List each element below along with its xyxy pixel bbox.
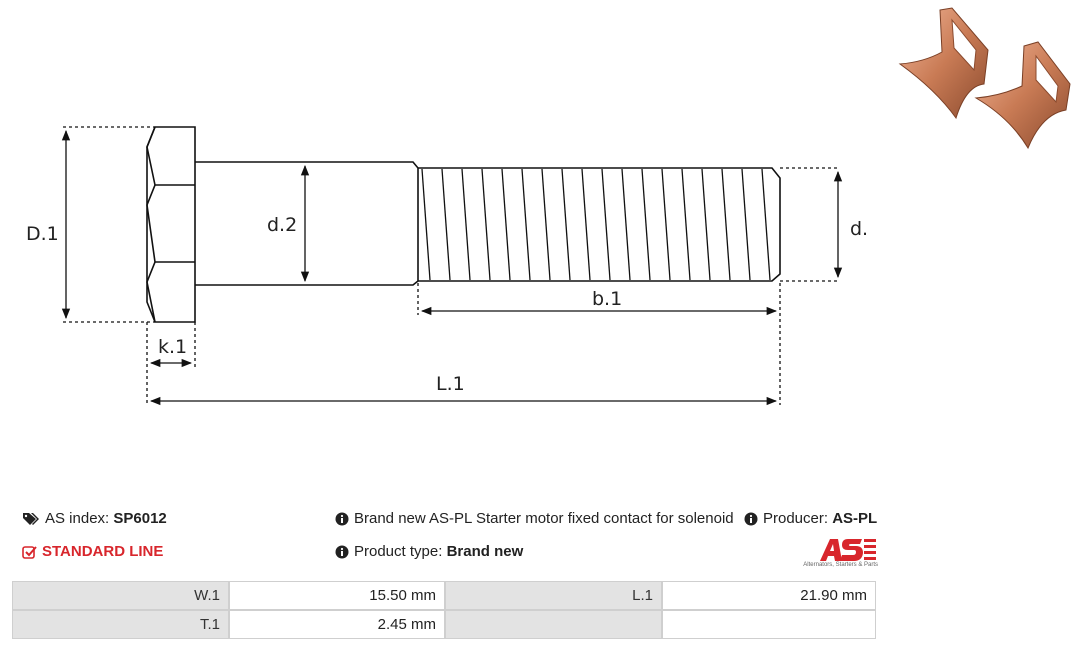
thread-line [762,169,770,280]
thread-line [542,169,550,280]
spec-label [445,610,662,639]
thread-line [742,169,750,280]
product-type [335,542,523,562]
producer-label: Producer: [763,510,829,527]
thread-line [442,169,450,280]
spec-value [662,610,876,639]
spec-label: W.1 [12,581,229,610]
product-type-label: Product type: [354,543,443,560]
product-type-value: Brand new [446,543,524,560]
spec-value: 21.90 mm [662,581,876,610]
thread-line [722,169,730,280]
spec-label: L.1 [445,581,662,610]
producer-value: AS-PL [832,510,878,527]
product-description [335,509,734,529]
thread-line [622,169,630,280]
product-photo [896,6,1076,151]
thread-line [482,169,490,280]
tags-icon [22,512,40,526]
producer [744,509,877,529]
bolt-shank [195,162,418,285]
thread-line [462,169,470,280]
dim-b1-label: b.1 [592,288,623,310]
copper-contact-left [900,8,988,118]
description-text: Brand new AS-PL Starter motor fixed contact for solenoid [354,510,734,527]
dim-d-label: d. [850,218,869,240]
standard-line-badge [22,542,163,562]
spec-label: T.1 [12,610,229,639]
thread-line [522,169,530,280]
info-circle-icon [335,545,349,559]
thread-line [682,169,690,280]
thread-line [642,169,650,280]
copper-contact-right [976,42,1070,148]
dim-k1-label: k.1 [158,336,188,358]
standard-line-label: STANDARD LINE [42,543,164,560]
thread-line [562,169,570,280]
bolt-head [147,127,195,322]
thread-line [702,169,710,280]
thread-line [662,169,670,280]
logo-subtext: Alternators, Starters & Parts [803,562,878,568]
as-index-label: AS index: [45,510,110,527]
as-index [22,509,167,529]
thread-line [582,169,590,280]
table-row [12,581,876,610]
spec-value: 15.50 mm [229,581,445,610]
thread-line [502,169,510,280]
table-row [12,610,876,639]
dim-d2-label: d.2 [267,214,298,236]
check-square-icon [22,545,37,559]
thread-line [422,169,430,280]
spec-table [12,581,876,639]
info-circle-icon [744,512,758,526]
dim-L1-label: L.1 [436,373,465,395]
as-index-value: SP6012 [113,510,167,527]
spec-value: 2.45 mm [229,610,445,639]
thread-line [602,169,610,280]
info-circle-icon [335,512,349,526]
thread-lines [422,169,770,280]
dim-D1-label: D.1 [26,223,59,245]
